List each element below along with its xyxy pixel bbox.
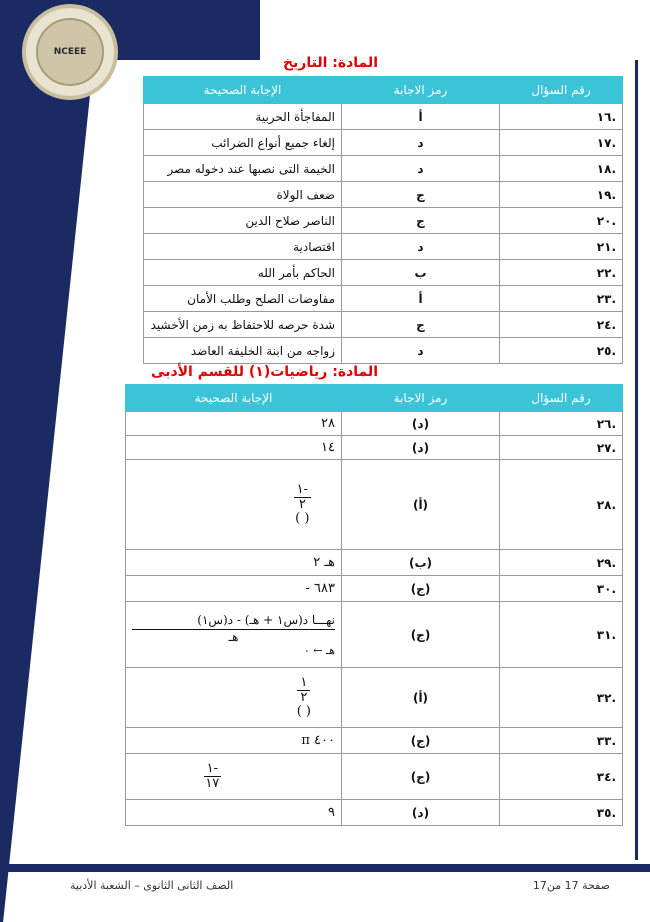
- answer-symbol-cell: د: [342, 338, 500, 364]
- answer-symbol-cell: د: [342, 234, 500, 260]
- correct-answer-cell: زواجه من ابنة الخليفة العاضد: [144, 338, 342, 364]
- header-question-number: رقم السؤال: [500, 385, 623, 412]
- answer-symbol-cell: (أ): [342, 460, 500, 550]
- question-number-cell: .٢٣: [500, 286, 623, 312]
- question-number-cell: .٣٠: [500, 576, 623, 602]
- table-row: [144, 312, 623, 338]
- correct-answer-cell: ١٤: [126, 436, 342, 460]
- correct-answer-cell: شدة حرصه للاحتفاظ به زمن الأخشيد: [144, 312, 342, 338]
- correct-answer-cell: ٩: [126, 800, 342, 826]
- subject-title-math: المادة: رياضيات(١) للقسم الأدبى: [151, 364, 378, 380]
- correct-answer-cell: الناصر صلاح الدين: [144, 208, 342, 234]
- table-header-row: [144, 77, 623, 104]
- table-row: [126, 602, 623, 668]
- correct-answer-cell: الحاكم بأمر الله: [144, 260, 342, 286]
- answer-symbol-cell: (ج): [342, 754, 500, 800]
- answer-symbol-cell: (أ): [342, 668, 500, 728]
- footer-page-number: صفحة 17 من17: [532, 879, 610, 892]
- answer-symbol-cell: ج: [342, 182, 500, 208]
- question-number-cell: .٣٤: [500, 754, 623, 800]
- answer-symbol-cell: أ: [342, 104, 500, 130]
- table-header-row: [126, 385, 623, 412]
- bottom-border-bar: [0, 864, 650, 872]
- question-number-cell: .٢٧: [500, 436, 623, 460]
- table-row: [144, 234, 623, 260]
- fraction-answer: ١ ٢ ( ): [126, 668, 342, 728]
- question-number-cell: .٢٢: [500, 260, 623, 286]
- correct-answer-cell: الخيمة التى نصبها عند دخوله مصر: [144, 156, 342, 182]
- table-row: [144, 286, 623, 312]
- table-row: [144, 104, 623, 130]
- logo-label: NCEEE: [53, 47, 87, 57]
- question-number-cell: .٣٣: [500, 728, 623, 754]
- question-number-cell: .١٩: [500, 182, 623, 208]
- question-number-cell: .٢١: [500, 234, 623, 260]
- correct-answer-cell: ٦٨٣ -: [126, 576, 342, 602]
- header-correct-answer: الإجابة الصحيحة: [144, 77, 342, 104]
- header-answer-symbol: رمز الاجابة: [342, 385, 500, 412]
- correct-answer-cell: ضعف الولاة: [144, 182, 342, 208]
- correct-answer-cell: المفاجأة الحربية: [144, 104, 342, 130]
- question-number-cell: .٢٤: [500, 312, 623, 338]
- answer-symbol-cell: د: [342, 156, 500, 182]
- answer-symbol-cell: (ج): [342, 602, 500, 668]
- question-number-cell: .٢٨: [500, 460, 623, 550]
- math-answers-table: [125, 384, 623, 826]
- table-row: [126, 800, 623, 826]
- answer-symbol-cell: (د): [342, 800, 500, 826]
- correct-answer-cell: ٢٨: [126, 412, 342, 436]
- footer-grade-label: الصف الثانى الثانوى – الشعبة الأدبية: [70, 879, 234, 892]
- question-number-cell: .٢٥: [500, 338, 623, 364]
- question-number-cell: .٢٠: [500, 208, 623, 234]
- history-answers-table: [143, 76, 623, 364]
- table-row: [126, 728, 623, 754]
- answer-symbol-cell: (ج): [342, 576, 500, 602]
- answer-symbol-cell: د: [342, 130, 500, 156]
- table-row: [144, 182, 623, 208]
- table-row: [144, 130, 623, 156]
- question-number-cell: .٣٢: [500, 668, 623, 728]
- logo-seal: [22, 4, 118, 100]
- header-correct-answer: الإجابة الصحيحة: [126, 385, 342, 412]
- question-number-cell: .١٦: [500, 104, 623, 130]
- header-answer-symbol: رمز الاجابة: [342, 77, 500, 104]
- answer-symbol-cell: ج: [342, 312, 500, 338]
- correct-answer-cell: هـ ٢: [126, 550, 342, 576]
- answer-symbol-cell: ب: [342, 260, 500, 286]
- correct-answer-cell: إلغاء جميع أنواع الضرائب: [144, 130, 342, 156]
- question-number-cell: .٣١: [500, 602, 623, 668]
- answer-symbol-cell: (ب): [342, 550, 500, 576]
- question-number-cell: .١٧: [500, 130, 623, 156]
- question-number-cell: .١٨: [500, 156, 623, 182]
- fraction-answer: $\frac{-١}{١٧}$: [126, 754, 342, 800]
- header-question-number: رقم السؤال: [500, 77, 623, 104]
- answer-symbol-cell: (ج): [342, 728, 500, 754]
- table-row: [144, 156, 623, 182]
- table-row: [126, 754, 623, 800]
- answer-symbol-cell: (د): [342, 412, 500, 436]
- correct-answer-cell: ٤٠٠ π: [126, 728, 342, 754]
- right-border-line: [635, 60, 638, 860]
- fraction-answer: -١ ٢ ( ): [126, 460, 342, 550]
- subject-title-history: المادة: التاريخ: [282, 55, 378, 71]
- correct-answer-cell: مفاوضات الصلح وطلب الأمان: [144, 286, 342, 312]
- table-row: [126, 412, 623, 436]
- correct-answer-cell: اقتصادية: [144, 234, 342, 260]
- table-row: [144, 260, 623, 286]
- decorative-band: [0, 0, 140, 922]
- answer-symbol-cell: (د): [342, 436, 500, 460]
- table-row: [126, 576, 623, 602]
- question-number-cell: .٢٦: [500, 412, 623, 436]
- answer-symbol-cell: ج: [342, 208, 500, 234]
- table-row: [126, 460, 623, 550]
- table-row: [126, 668, 623, 728]
- limit-answer: نهـــا د(س١ + هـ) - د(س١) هـ هـ ← ٠: [126, 602, 342, 668]
- table-row: [126, 436, 623, 460]
- answer-symbol-cell: أ: [342, 286, 500, 312]
- table-row: [144, 338, 623, 364]
- table-row: [126, 550, 623, 576]
- question-number-cell: .٢٩: [500, 550, 623, 576]
- question-number-cell: .٣٥: [500, 800, 623, 826]
- table-row: [144, 208, 623, 234]
